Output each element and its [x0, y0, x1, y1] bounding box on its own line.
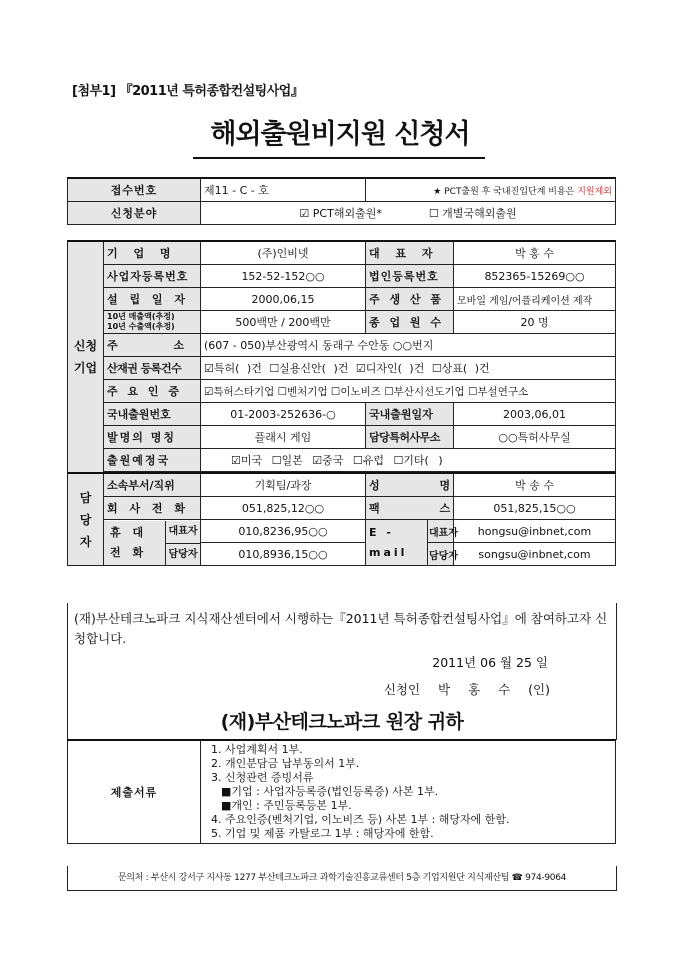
ip-count-options[interactable]: ☑특허( )건 ☐실용신안( )건 ☑디자인( )건 ☐상표( )건	[201, 357, 616, 380]
title-underline	[193, 157, 485, 159]
employees-value[interactable]: 20 명	[454, 311, 616, 334]
fax-label: 팩 스	[366, 497, 454, 520]
corp-reg-label: 법인등록번호	[366, 265, 454, 288]
target-country-options[interactable]: ☑미국 ☐일본 ☑중국 ☐유럽 ☐기타( )	[201, 449, 616, 472]
addressee: (재)부산테크노파크 원장 귀하	[220, 711, 464, 733]
company-row-4	[68, 311, 616, 334]
cert-label: 주 요 인 증	[104, 380, 201, 403]
app-number-label: 국내출원번호	[104, 403, 201, 426]
contact-row-1	[68, 473, 616, 497]
application-date: 2011년 06 월 25 일	[432, 655, 548, 670]
mobile-mgr-value[interactable]: 010,8936,15○○	[201, 543, 366, 566]
email-rep-value[interactable]: hongsu@inbnet,com	[454, 520, 616, 543]
applicant-table	[67, 240, 616, 566]
company-phone-label: 회 사 전 화	[104, 497, 201, 520]
mobile-mgr-label: 담당자	[166, 544, 200, 565]
contact-row-2	[68, 497, 616, 520]
dept-value[interactable]: 기획팀/과장	[201, 473, 366, 497]
company-row-2	[68, 265, 616, 288]
mobile-cell	[104, 520, 201, 566]
applicant-signature: 신청인 박 홍 수 (인)	[383, 682, 550, 697]
agent-office-label: 담당특허사무소	[366, 426, 454, 449]
field-label: 신청분야	[68, 202, 201, 225]
receipt-row	[68, 178, 616, 202]
individual-country-checkbox[interactable]: ☐ 개별국해외출원	[428, 207, 517, 220]
receipt-number-field[interactable]: 제11 - C - 호	[201, 178, 366, 202]
doc-item: 3. 신청관련 증빙서류	[211, 771, 314, 784]
address-label: 주 소	[104, 334, 201, 357]
documents-label: 제출서류	[68, 740, 201, 844]
contact-footer: 문의처 : 부산시 강서구 지사동 1277 부산테크노파크 과학기술진흥교류센터 5층 기업지원단 지식재산팀 ☎ 974-9064	[67, 866, 617, 891]
business-reg-label: 사업자등록번호	[104, 265, 201, 288]
documents-table	[67, 739, 616, 844]
ceo-value[interactable]: 박 홍 수	[454, 241, 616, 265]
main-product-value[interactable]: 모바일 게임/어플리케이션 제작	[454, 288, 616, 311]
declaration-text: (재)부산테크노파크 지식재산센터에서 시행하는『2011년 특허종합컨설팅사업』에 참여하고자 신청합니다.	[74, 611, 608, 646]
documents-list	[201, 740, 616, 844]
doc-subitem: ■기업 : 사업자등록증(법인등록증) 사본 1부.	[221, 785, 439, 798]
corp-reg-value[interactable]: 852365-15269○○	[454, 265, 616, 288]
invention-row	[68, 426, 616, 449]
contact-side-text: 담 당 자	[79, 490, 92, 549]
cert-options[interactable]: ☑특허스타기업 ☐벤처기업 ☐이노비즈 ☐부산시선도기업 ☐부설연구소	[201, 380, 616, 403]
agent-office-value[interactable]: ○○특허사무실	[454, 426, 616, 449]
app-row	[68, 403, 616, 426]
founded-value[interactable]: 2000,06,15	[201, 288, 366, 311]
ceo-label: 대 표 자	[366, 241, 454, 265]
documents-row	[68, 740, 616, 844]
company-name-label: 기 업 명	[104, 241, 201, 265]
sales-label: 10년 매출액(추정) 10년 수출액(추정)	[104, 311, 201, 334]
main-product-label: 주 생 산 품	[366, 288, 454, 311]
cert-row	[68, 380, 616, 403]
app-number-value[interactable]: 01-2003-252636-○	[201, 403, 366, 426]
email-rep-label: 대표자	[428, 520, 454, 543]
app-date-label: 국내출원일자	[366, 403, 454, 426]
email-label: E - mail	[366, 520, 428, 566]
invention-value[interactable]: 플래시 게임	[201, 426, 366, 449]
company-phone-value[interactable]: 051,825,12○○	[201, 497, 366, 520]
founded-label: 설 립 일 자	[104, 288, 201, 311]
country-row	[68, 449, 616, 472]
receipt-note	[366, 178, 616, 202]
doc-item: 5. 기업 및 제품 카탈로그 1부 : 해당자에 한함.	[211, 827, 434, 840]
ip-row	[68, 357, 616, 380]
address-row	[68, 334, 616, 357]
receipt-label: 접수번호	[68, 178, 201, 202]
fax-value[interactable]: 051,825,15○○	[454, 497, 616, 520]
company-name-value[interactable]: (주)인비넷	[201, 241, 366, 265]
company-side-text: 신청 기업	[73, 339, 98, 375]
field-row	[68, 202, 616, 225]
pct-checkbox[interactable]: ☑ PCT해외출원*	[299, 207, 382, 220]
doc-item: 1. 사업계획서 1부.	[211, 743, 303, 756]
sales-value[interactable]: 500백만 / 200백만	[201, 311, 366, 334]
contact-name-value[interactable]: 박 송 수	[454, 473, 616, 497]
ip-count-label: 산재권 등록건수	[104, 357, 201, 380]
attachment-header: [첨부1] 『2011년 특허종합컨설팅사업』	[72, 84, 304, 99]
employees-label: 종 업 원 수	[366, 311, 454, 334]
invention-label: 발명의 명칭	[104, 426, 201, 449]
contact-section-label	[68, 473, 104, 566]
contact-row-3	[68, 520, 616, 543]
business-reg-value[interactable]: 152-52-152○○	[201, 265, 366, 288]
form-title: 해외출원비지원 신청서	[210, 119, 470, 150]
app-date-value[interactable]: 2003,06,01	[454, 403, 616, 426]
email-mgr-value[interactable]: songsu@inbnet,com	[454, 543, 616, 566]
dept-label: 소속부서/직위	[104, 473, 201, 497]
address-value[interactable]: (607 - 050)부산광역시 동래구 수안동 ○○번지	[201, 334, 616, 357]
declaration-box	[67, 603, 617, 740]
mobile-rep-value[interactable]: 010,8236,95○○	[201, 520, 366, 543]
doc-item: 4. 주요인증(벤처기업, 이노비즈 등) 사본 1부 : 해당자에 한함.	[211, 813, 510, 826]
receipt-note-excluded: 지원제외	[577, 186, 612, 197]
contact-name-label: 성 명	[366, 473, 454, 497]
receipt-table	[67, 177, 616, 225]
receipt-note-text: ★ PCT출원 후 국내진입단계 비용은	[433, 186, 578, 197]
mobile-rep-label: 대표자	[166, 521, 200, 544]
email-mgr-label: 담당자	[428, 543, 454, 566]
company-row-1	[68, 241, 616, 265]
doc-subitem: ■개인 : 주민등록등본 1부.	[221, 799, 352, 812]
target-country-label: 출원예정국	[104, 449, 201, 472]
doc-item: 2. 개인분담금 납부동의서 1부.	[211, 757, 360, 770]
company-row-3	[68, 288, 616, 311]
field-options	[201, 202, 616, 225]
mobile-label: 휴 대 전 화	[104, 521, 166, 565]
company-section-label	[68, 241, 104, 473]
